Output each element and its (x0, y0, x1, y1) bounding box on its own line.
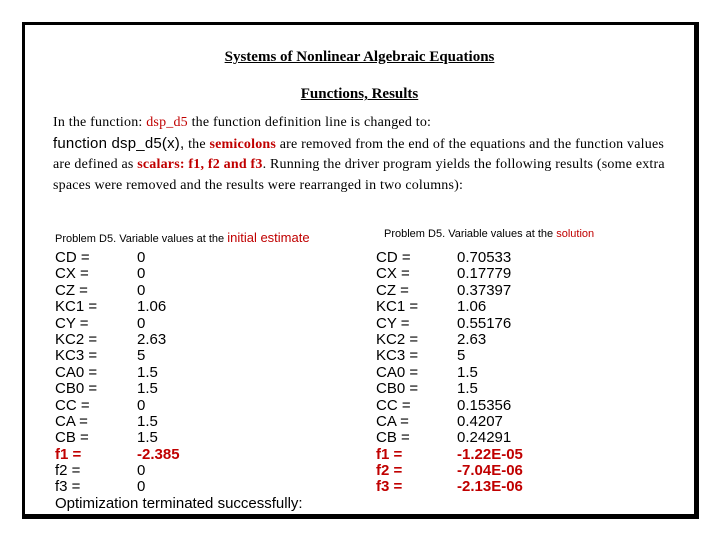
para-text-5: . Running the driver program yields the following results (some extra spaces were removed and the results were rearranged in two columns): (53, 157, 665, 193)
table-row (376, 299, 523, 315)
para-text-4: are removed from the end of the equations and the function values are defined as (53, 136, 665, 172)
variable-value: -7.04E-06 (457, 462, 523, 480)
variable-name: CB = (376, 429, 410, 447)
variable-name: KC2 = (55, 330, 98, 348)
table-row (55, 414, 180, 430)
table-row (376, 365, 523, 381)
status-message: Optimization terminated successfully: (55, 495, 303, 512)
variable-value: 1.06 (137, 298, 167, 316)
variable-name: CC = (55, 396, 90, 414)
table-row (376, 316, 523, 332)
variable-name: CD = (376, 249, 411, 266)
initial-header-prefix: Problem D5. Variable values at the (55, 233, 228, 245)
variable-value: 5 (137, 347, 146, 365)
variable-name: CZ = (55, 281, 88, 299)
variable-name: CA0 = (55, 363, 98, 381)
variable-value: 1.5 (137, 412, 158, 430)
variable-value: 1.5 (457, 380, 478, 398)
variable-name: CC = (376, 396, 411, 414)
variable-name: KC2 = (376, 330, 419, 348)
variable-value: 2.63 (457, 330, 487, 348)
variable-name: CX = (55, 265, 89, 283)
solution-header (384, 228, 594, 240)
variable-value: -2.13E-06 (457, 478, 523, 496)
variable-name: KC3 = (376, 347, 419, 365)
variable-name: KC1 = (376, 298, 419, 316)
variable-value: 0 (137, 462, 146, 480)
table-row (55, 299, 180, 315)
variable-name: CZ = (376, 281, 409, 299)
variable-value: -1.22E-05 (457, 445, 523, 463)
table-row (376, 283, 523, 299)
table-row (55, 479, 180, 495)
table-row (55, 381, 180, 397)
variable-value: 1.5 (137, 363, 158, 381)
variable-value: 0 (137, 396, 146, 414)
variable-name: CY = (55, 314, 89, 332)
para-text-2: the function definition line is changed to: (187, 115, 432, 130)
table-row (376, 479, 523, 495)
table-row (376, 250, 523, 266)
variable-value: 0 (137, 478, 146, 496)
scalars-highlight: scalars: f1, f2 and f3 (137, 157, 263, 172)
table-row (55, 430, 180, 446)
variable-value: 0.37397 (457, 281, 512, 299)
table-row (55, 365, 180, 381)
variable-name: CB0 = (376, 380, 419, 398)
table-row (376, 381, 523, 397)
table-row (55, 398, 180, 414)
table-row (376, 463, 523, 479)
variable-name: KC3 = (55, 347, 98, 365)
table-row (55, 283, 180, 299)
table-row (55, 463, 180, 479)
table-row (55, 316, 180, 332)
table-row (55, 266, 180, 282)
table-row (376, 414, 523, 430)
table-row (376, 447, 523, 463)
variable-value: 0 (137, 265, 146, 283)
variable-name: f1 = (376, 445, 403, 463)
variable-value: 5 (457, 347, 466, 365)
variable-value: 1.5 (137, 429, 158, 447)
variable-name: f2 = (376, 462, 403, 480)
variable-name: f3 = (376, 478, 403, 496)
table-row (376, 348, 523, 364)
variable-value: 1.5 (137, 380, 158, 398)
variable-name: KC1 = (55, 298, 98, 316)
variable-value: 0.70533 (457, 249, 512, 266)
solution-values-list (376, 250, 523, 496)
variable-name: f2 = (55, 462, 81, 480)
variable-value: 2.63 (137, 330, 167, 348)
table-row (376, 332, 523, 348)
table-row (55, 348, 180, 364)
initial-header-highlight: initial estimate (227, 230, 310, 245)
variable-name: CX = (376, 265, 410, 283)
variable-name: CA = (376, 412, 409, 430)
table-row (55, 332, 180, 348)
slide-frame (22, 22, 699, 519)
solution-header-highlight: solution (556, 228, 595, 240)
page-title: Systems of Nonlinear Algebraic Equations (224, 49, 495, 65)
func-line: function dsp_d5(x), (53, 134, 185, 152)
variable-name: f1 = (55, 445, 82, 463)
variable-value: 0.24291 (457, 429, 512, 447)
page-subtitle: Functions, Results (300, 86, 419, 102)
func-name: dsp_d5 (146, 115, 188, 130)
para-text-3: the (184, 136, 210, 152)
variable-name: CY = (376, 314, 410, 332)
variable-name: f3 = (55, 478, 81, 496)
variable-value: 0 (137, 249, 146, 266)
initial-estimate-header (55, 230, 310, 245)
variable-value: 0 (137, 281, 146, 299)
variable-name: CA0 = (376, 363, 419, 381)
table-row (55, 250, 180, 266)
variable-value: 1.5 (457, 363, 478, 381)
solution-header-prefix: Problem D5. Variable values at the (384, 228, 557, 240)
variable-value: -2.385 (137, 445, 180, 463)
semicolons-highlight: semicolons (209, 136, 277, 152)
variable-value: 1.06 (457, 298, 487, 316)
table-row (376, 266, 523, 282)
variable-value: 0.4207 (457, 412, 503, 430)
variable-name: CA = (55, 412, 88, 430)
variable-name: CB0 = (55, 380, 98, 398)
table-row (376, 398, 523, 414)
para-text-1: In the function: (53, 115, 147, 130)
variable-name: CB = (55, 429, 89, 447)
description-paragraph (53, 113, 673, 196)
variable-value: 0.55176 (457, 314, 512, 332)
variable-value: 0 (137, 314, 146, 332)
variable-value: 0.15356 (457, 396, 512, 414)
initial-values-list (55, 250, 180, 496)
variable-name: CD = (55, 249, 90, 266)
variable-value: 0.17779 (457, 265, 512, 283)
table-row (376, 430, 523, 446)
table-row (55, 447, 180, 463)
